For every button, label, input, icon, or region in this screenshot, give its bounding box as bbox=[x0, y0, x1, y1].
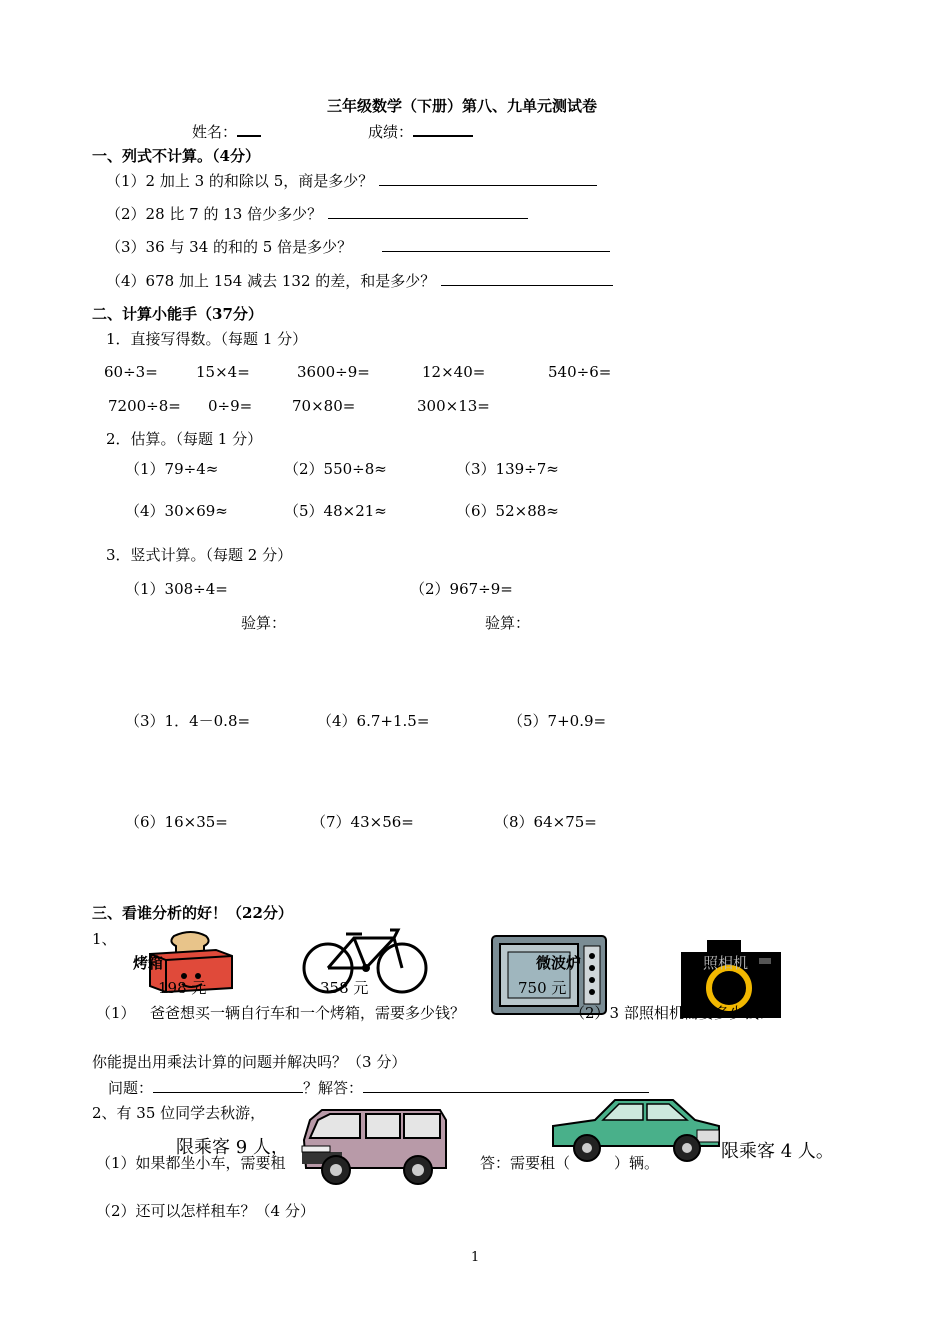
car-capacity: 限乘客 4 人。 bbox=[721, 1141, 834, 1162]
name-blank[interactable] bbox=[237, 121, 261, 137]
section3-heading: 三、看谁分析的好！（22分） bbox=[92, 904, 293, 922]
calc-item: 300×13= bbox=[417, 397, 490, 415]
answer-line[interactable] bbox=[441, 271, 613, 286]
vertical-calc-item: （7）43×56= bbox=[311, 813, 414, 831]
van-icon bbox=[300, 1106, 450, 1188]
calc-item: 70×80= bbox=[292, 397, 356, 415]
name-field bbox=[192, 121, 261, 142]
calc-item: 0÷9= bbox=[208, 397, 253, 415]
answer-line[interactable] bbox=[382, 237, 610, 252]
score-label: 成绩： bbox=[368, 123, 414, 141]
score-field bbox=[368, 121, 473, 142]
estimate-item: （1）79÷4≈ bbox=[125, 460, 219, 478]
page-title: 三年级数学（下册）第八、九单元测试卷 bbox=[327, 97, 598, 115]
calc-item: 7200÷8= bbox=[108, 397, 181, 415]
answer-line[interactable] bbox=[328, 204, 528, 219]
vertical-calc-item: （6）16×35= bbox=[125, 813, 228, 831]
section1-item-4 bbox=[106, 271, 613, 291]
section1-item-2 bbox=[106, 204, 528, 224]
van-capacity: 限乘客 9 人， bbox=[176, 1137, 289, 1158]
question-answer-row bbox=[108, 1078, 649, 1098]
estimate-item: （3）139÷7≈ bbox=[456, 460, 559, 478]
vertical-calc-item: （1）308÷4= bbox=[125, 580, 228, 598]
question-line[interactable] bbox=[153, 1078, 303, 1093]
q2-2-text: （2）还可以怎样租车？（4 分） bbox=[96, 1202, 315, 1220]
name-label: 姓名： bbox=[192, 123, 238, 141]
q2-intro: 2、有 35 位同学去秋游， bbox=[92, 1104, 266, 1122]
q1-1-text: 爸爸想买一辆自行车和一个烤箱，需要多少钱？ bbox=[150, 1004, 466, 1022]
page-number: 1 bbox=[471, 1250, 480, 1265]
q1-3-text: 你能提出用乘法计算的问题并解决吗？（3 分） bbox=[92, 1053, 407, 1071]
answer-line[interactable] bbox=[363, 1078, 649, 1093]
q1-label: 1、 bbox=[92, 930, 117, 948]
part2-label: 2．估算。（每题 1 分） bbox=[106, 430, 263, 448]
calc-item: 60÷3= bbox=[104, 363, 158, 381]
section1-item-1 bbox=[106, 171, 597, 191]
item-text: （1）2 加上 3 的和除以 5，商是多少？ bbox=[106, 172, 374, 190]
part1-label: 1．直接写得数。（每题 1 分） bbox=[106, 330, 308, 348]
product-price-toaster: 198 元 bbox=[158, 979, 207, 997]
car-icon bbox=[547, 1096, 723, 1166]
part3-label: 3．竖式计算。（每题 2 分） bbox=[106, 546, 293, 564]
estimate-item: （5）48×21≈ bbox=[284, 502, 387, 520]
section1-item-3 bbox=[106, 237, 610, 257]
product-price-microwave: 750 元 bbox=[518, 979, 567, 997]
question-label: 问题： bbox=[108, 1079, 154, 1097]
product-name-microwave: 微波炉 bbox=[536, 954, 582, 972]
vertical-calc-item: （3）1．4－0.8= bbox=[125, 712, 251, 730]
q1-1-number: （1） bbox=[96, 1004, 136, 1022]
answer-label: ？解答： bbox=[303, 1079, 364, 1097]
q2-1-end: ）辆。 bbox=[614, 1154, 660, 1172]
product-price-bicycle: 358 元 bbox=[320, 979, 369, 997]
section1-heading: 一、列式不计算。（4分） bbox=[92, 147, 260, 165]
estimate-item: （4）30×69≈ bbox=[125, 502, 228, 520]
check-label: 验算： bbox=[485, 614, 531, 632]
answer-line[interactable] bbox=[379, 171, 597, 186]
check-label: 验算： bbox=[241, 614, 287, 632]
calc-item: 12×40= bbox=[422, 363, 486, 381]
calc-item: 15×4= bbox=[196, 363, 250, 381]
section2-heading: 二、计算小能手（37分） bbox=[92, 305, 263, 323]
calc-item: 3600÷9= bbox=[297, 363, 370, 381]
item-text: （3）36 与 34 的和的 5 倍是多少？ bbox=[106, 238, 353, 256]
item-text: （2）28 比 7 的 13 倍少多少？ bbox=[106, 205, 323, 223]
estimate-item: （6）52×88≈ bbox=[456, 502, 559, 520]
q2-1-right: 答：需要租（ bbox=[480, 1154, 571, 1172]
product-name-camera: 照相机 bbox=[703, 954, 749, 972]
estimate-item: （2）550÷8≈ bbox=[284, 460, 387, 478]
vertical-calc-item: （2）967÷9= bbox=[410, 580, 513, 598]
calc-item: 540÷6= bbox=[548, 363, 612, 381]
item-text: （4）678 加上 154 减去 132 的差，和是多少？ bbox=[106, 272, 436, 290]
q1-2-text: （2）3 部照相机需要多少钱？ bbox=[570, 1004, 774, 1022]
product-name-toaster: 烤箱 bbox=[133, 954, 164, 972]
vertical-calc-item: （5）7+0.9= bbox=[508, 712, 607, 730]
vertical-calc-item: （8）64×75= bbox=[494, 813, 597, 831]
q2-1-left: （1）如果都坐小车，需要租 bbox=[96, 1154, 286, 1172]
vertical-calc-item: （4）6.7+1.5= bbox=[317, 712, 430, 730]
score-blank[interactable] bbox=[413, 121, 473, 137]
